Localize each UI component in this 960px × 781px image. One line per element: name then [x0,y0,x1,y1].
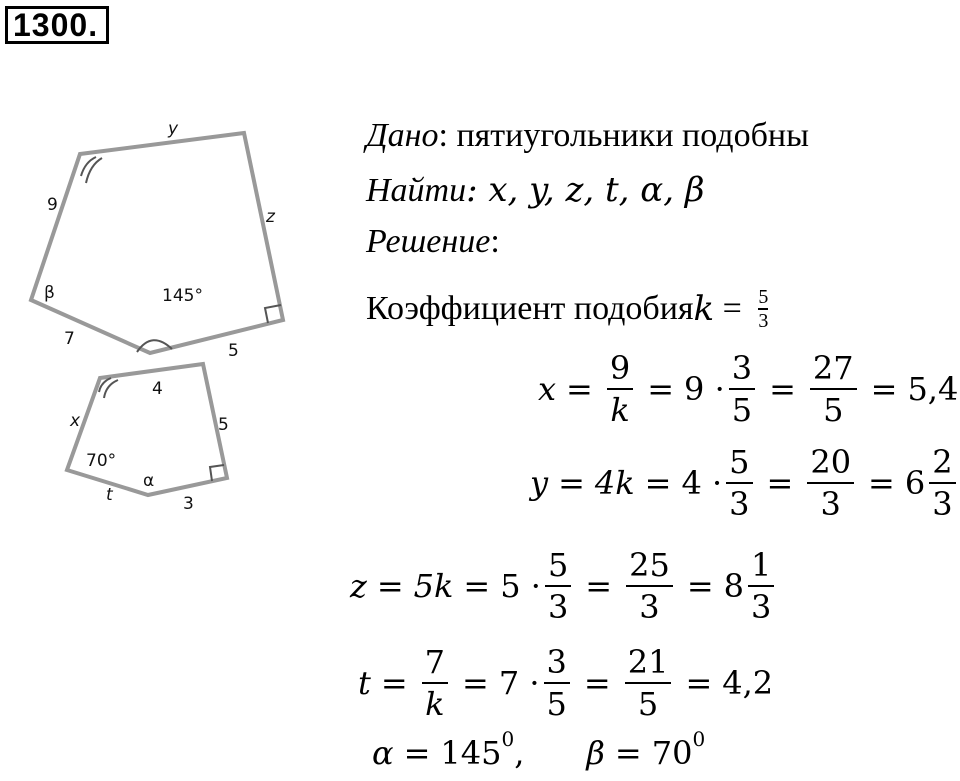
coef-eq: = [714,289,751,327]
z-5k: 5k [413,567,454,605]
t-mult: 7 · [498,664,540,702]
given-label: Дано [366,117,439,154]
z-whole: 8 [723,567,744,605]
y-frac-3: $\frac{2}{3}$ [929,442,955,524]
y-lhs: y [530,464,549,502]
t-frac-1: $\frac{7}{k}$ [422,642,448,724]
label-small-5: 5 [218,415,229,435]
solution-line [366,222,500,262]
label-big-9: 9 [47,195,58,215]
y-frac-2: $\frac{20}{3}$ [807,442,854,524]
label-big-y: y [168,119,179,139]
label-small-t: t [106,485,113,505]
x-frac-1: $\frac{9}{k}$ [607,348,633,430]
y-whole: 6 [904,464,926,502]
problem-number: 1300. [5,6,109,44]
equation-t: t = $\frac{7}{k}$ = 7 · $\frac{3}{5}$ = $\frac{21}{5}$ = 4,2 [358,643,774,723]
coef-var: k [693,288,715,329]
z-lhs: z [350,567,367,605]
t-frac-3: $\frac{21}{5}$ [625,642,672,724]
coef-den: 3 [758,309,769,332]
x-result: 5,4 [907,370,959,408]
find-text: : x, y, z, t, α, β [466,170,705,210]
equation-y: y = 4k = 4 · $\frac{5}{3}$ = $\frac{20}{3}$ = 6 $\frac{2}{3}$ [530,442,960,524]
y-frac-1: $\frac{5}{3}$ [726,442,752,524]
label-big-7: 7 [64,329,75,349]
pentagons-figure [0,100,345,530]
x-frac-3: $\frac{27}{5}$ [810,348,857,430]
beta-value: 70 [651,734,693,772]
label-big-145: 145° [162,286,203,306]
y-4k: 4k [594,464,635,502]
z-mult: 5 · [500,567,541,605]
find-label: Найти [366,172,467,209]
label-small-x: x [70,411,81,431]
coef-line [366,286,768,332]
solution-text: : [490,223,500,260]
given-text: : пятиугольники подобны [438,117,809,154]
label-small-3: 3 [183,494,194,514]
given-line [366,116,809,156]
t-result: 4,2 [722,664,774,702]
t-frac-2: $\frac{3}{5}$ [544,642,570,724]
coef-text: Коэффициент подобия [366,289,694,327]
label-big-beta: β [44,283,55,303]
beta-symbol: β [586,734,605,772]
alpha-symbol: α [372,734,394,772]
z-frac-1: $\frac{5}{3}$ [545,545,571,627]
equation-x: x = $\frac{9}{k}$ = 9 · $\frac{3}{5}$ = $\frac{27}{5}$ = 5,4 [538,349,959,429]
equation-z: z = 5k = 5 · $\frac{5}{3}$ = $\frac{25}{3}$ = 8 $\frac{1}{3}$ [350,545,778,627]
coef-fraction [758,286,768,332]
label-big-5: 5 [228,341,239,361]
x-frac-2: $\frac{3}{5}$ [729,348,755,430]
z-frac-2: $\frac{25}{3}$ [626,545,673,627]
label-small-4: 4 [152,379,163,399]
beta-degree: 0 [692,727,706,751]
label-big-z: z [266,207,275,227]
label-small-70: 70° [86,451,117,471]
z-frac-3: $\frac{1}{3}$ [748,545,774,627]
label-small-alpha: α [143,471,155,491]
solution-label: Решение [366,223,491,260]
coef-num: 5 [758,286,769,308]
x-mult: 9 · [684,370,725,408]
alpha-value: 145 [440,734,502,772]
x-lhs: x [538,370,557,408]
t-lhs: t [358,664,371,702]
angles-line: α = 145 0 , β = 70 0 [372,727,706,772]
alpha-degree: 0 [501,727,515,751]
find-line [366,170,705,211]
y-mult: 4 · [681,464,723,502]
